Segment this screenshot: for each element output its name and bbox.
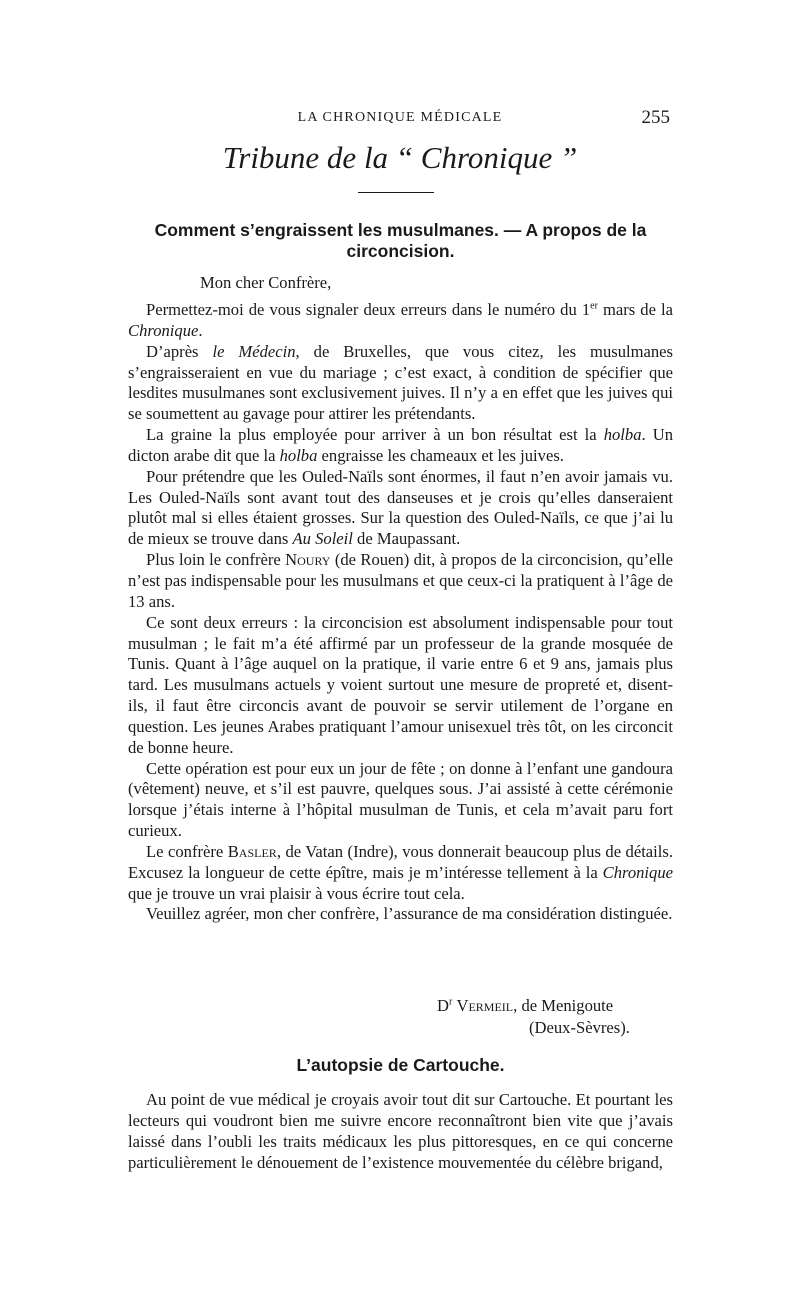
letter-body [128,300,673,925]
page-number: 255 [641,107,670,128]
article-title: Comment s’engraissent les musulmanes. — A propos de la circoncision. [154,220,647,261]
text: Pour prétendre que les Ouled-Naïls sont énormes, il faut n’en avoir jamais vu. Les Ouled-Naïls sont avant tout des danseuses et je crois qu’elles danseraient plutôt mal si elles étaient grosses. Sur la question des Ouled-Naïls, ce que j’ai lu de mieux se trouve dans [128,466,673,549]
signature-region: (Deux-Sèvres). [529,1018,630,1037]
italic-text: Chronique [602,862,673,882]
text: , de Vatan (Indre), vous donnerait beaucoup plus de détails. Excusez la longueur de cette épître, mais je m’intéresse tellement à la [128,841,673,882]
text: . Un dicton arabe dit que la [128,425,674,465]
italic-text: holba [603,425,642,445]
text: de Maupassant. [352,529,461,549]
text: (de Rouen) dit, à propos de la circoncision, qu’elle n’est pas indispensable pour les musulmans et que ceux-ci la pratiquent à l’âge de 13 ans. [128,550,673,611]
text: , de Bruxelles, que vous citez, les musulmanes s’engraisseraient en vue du mariage ; c’est exact, à condition de spécifier que lesdites musulmanes sont exclusivement juives. Il n’y a en effet que les juives qui se soumettent au gavage pour attirer les prétendants. [128,341,673,424]
paragraph [128,425,673,467]
paragraph [128,342,673,425]
running-head [0,107,800,130]
article-title: L’autopsie de Cartouche. [296,1055,505,1075]
superscript: er [590,300,598,312]
text: , de Menigoute [513,996,614,1015]
paragraph [128,467,673,550]
signature [437,995,613,1016]
text: La graine la plus employée pour arriver à un bon résultat est la [146,425,604,445]
italic-text: le Médecin [212,341,296,361]
text: D [437,996,449,1015]
section-title: Tribune de la “ Chronique ” [222,140,578,175]
small-caps-name: Noury [285,550,331,570]
journal-name: LA CHRONIQUE MÉDICALE [297,110,503,125]
text: engraisse les chameaux et les juives. [317,445,564,465]
text: Plus loin le confrère [146,550,286,570]
superscript: r [448,996,453,1008]
paragraph [128,550,673,613]
text: mars de la [597,300,674,319]
paragraph: Ce sont deux erreurs : la circoncision est absolument indispensable pour tout musulman ; le fait m’a été affirmé par un professeur de la grande mosquée de Tunis. Quant à l’âge auquel on la pratique, il varie entre 6 et 9 ans, jamais plus tard. Les musulmans actuels y voient surtout une mesure de propreté et, disent-ils, il faut être circoncis avant de pouvoir se servir utilement de l’organe en question. Les jeunes Arabes pratiquant l’amour unisexuel très tôt, on les circoncit de bonne heure. [128,612,673,757]
article-body [128,1090,673,1173]
text: . [198,320,203,340]
text: Le confrère [146,841,228,861]
paragraph: Cette opération est pour eux un jour de fête ; on donne à l’enfant une gandoura (vêtement) neuve, et s’il est pauvre, quelques sous. J’ai assisté à cette cérémonie lorsque j’étais interne à l’hôpital musulman de Tunis, et cela m’avait paru fort curieux. [128,758,673,841]
paragraph: Veuillez agréer, mon cher confrère, l’assurance de ma considération distinguée. [146,904,673,924]
paragraph [128,842,673,905]
text: D’après [146,341,213,361]
small-caps-name: Basler [227,841,277,861]
paragraph [128,300,673,342]
small-caps-name: Vermeil [456,996,514,1015]
italic-text: Au Soleil [292,529,353,549]
title-rule [358,192,434,193]
paragraph: Au point de vue médical je croyais avoir tout dit sur Cartouche. Et pourtant les lecteurs qui voudront bien me suivre encore reconnaîtront bien vite que j’avais laissé dans l’oubli les traits médicaux les plus pittoresques, en ce qui concerne particulièrement le dénouement de l’existence mouvementée du célèbre brigand, [128,1090,673,1172]
salutation: Mon cher Confrère, [200,273,332,292]
italic-text: holba [279,445,318,465]
italic-text: Chronique [128,320,199,340]
text: Permettez-moi de vous signaler deux erreurs dans le numéro du 1 [146,300,591,319]
text: que je trouve un vrai plaisir à vous écrire tout cela. [128,883,465,903]
